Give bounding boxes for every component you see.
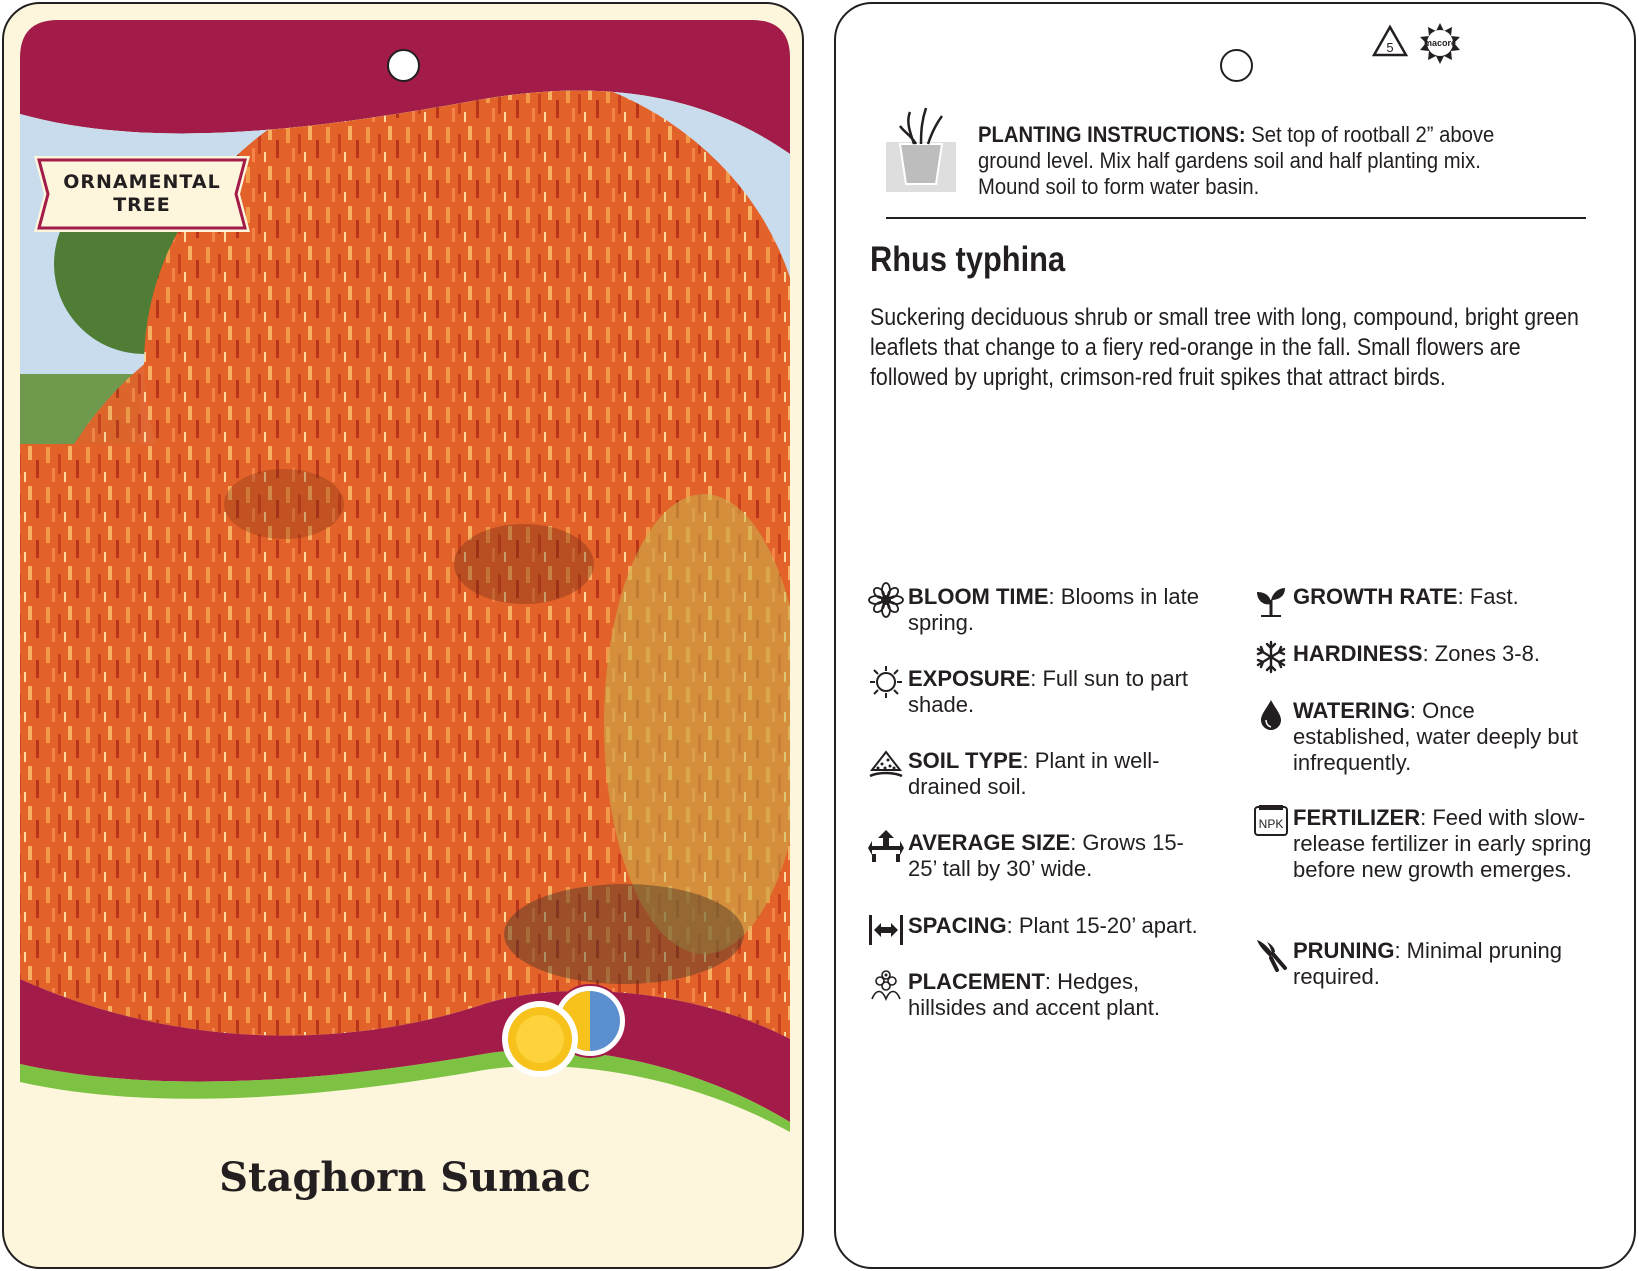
label-exposure: EXPOSURE [908,666,1031,691]
size-arrows-icon [868,828,904,864]
value-exposure: : Full sun to part shade. [908,666,1189,717]
hang-hole [387,49,420,82]
front-tag [2,2,804,1269]
value-fertilizer: : Feed with slow-release fertilizer in early spring before new growth emerges. [1293,805,1592,882]
value-pruning: : Minimal pruning required. [1293,938,1562,989]
label-spacing: SPACING [908,913,1007,938]
attr-hardiness [1253,641,1593,675]
recycle-number: 5 [1386,40,1394,55]
attr-average-size [868,830,1208,882]
sprout-icon [1253,582,1289,618]
value-average-size: : Grows 15-25’ tall by 30’ wide. [908,830,1184,881]
macore-logo-icon [1420,23,1460,64]
category-line2: TREE [113,194,171,216]
attr-fertilizer [1253,805,1593,883]
label-fertilizer: FERTILIZER [1293,805,1421,830]
sun-outline-icon [868,664,904,700]
label-bloom-time: BLOOM TIME [908,584,1049,609]
value-spacing: : Plant 15-20’ apart. [1006,913,1198,938]
value-bloom-time: : Blooms in late spring. [908,584,1199,635]
category-label [34,156,250,232]
attr-growth-rate [1253,584,1593,618]
planting-instructions [978,122,1530,200]
recycle-icon [1374,27,1406,55]
label-watering: WATERING [1293,698,1410,723]
value-watering: : Once established, water deeply but infrequently. [1293,698,1578,775]
hang-hole [1220,49,1253,82]
label-average-size: AVERAGE SIZE [908,830,1071,855]
attr-spacing [868,913,1228,947]
label-placement: PLACEMENT [908,969,1045,994]
soil-icon [868,746,904,782]
attr-pruning [1253,938,1593,990]
botanical-name: Rhus typhina [870,240,1066,279]
label-hardiness: HARDINESS [1293,641,1423,666]
exposure-icons [500,983,636,1079]
divider [886,217,1586,219]
planting-label: PLANTING INSTRUCTIONS: [978,122,1246,147]
snowflake-icon [1253,639,1289,675]
label-soil-type: SOIL TYPE [908,748,1023,773]
plant-description: Suckering deciduous shrub or small tree with long, compound, bright green leaflets that change to a fiery red-orange in the fall. Small flowers are followed by upright, crimson-red fruit spikes that attract birds. [870,304,1579,391]
back-tag [834,2,1636,1269]
value-hardiness: : Zones 3-8. [1422,641,1540,666]
full-sun-icon [502,1001,578,1077]
label-growth-rate: GROWTH RATE [1293,584,1458,609]
attr-placement [868,969,1208,1021]
label-pruning: PRUNING [1293,938,1395,963]
planting-text: Set top of rootball 2” above ground level. Mix half gardens soil and half planting mix. Mound soil to form water basin. [978,122,1495,199]
npk-text: NPK [1258,817,1284,831]
flower-icon [868,582,904,618]
pruning-shears-icon [1253,936,1289,972]
spacing-arrows-icon [868,911,904,947]
value-placement: : Hedges, hillsides and accent plant. [908,969,1160,1020]
placement-icon [868,967,904,1003]
macore-text: macore [1423,38,1457,48]
value-growth-rate: : Fast. [1457,584,1519,609]
attr-bloom-time [868,584,1208,636]
npk-icon [1253,803,1289,839]
attr-exposure [868,666,1208,718]
category-line1: ORNAMENTAL [63,171,221,193]
badges [1372,21,1472,67]
attr-soil-type [868,748,1208,800]
water-drop-icon [1253,696,1289,732]
common-name: Staghorn Sumac [219,1154,591,1201]
attr-watering [1253,698,1593,776]
planting-icon [886,104,956,196]
value-soil-type: : Plant in well-drained soil. [908,748,1160,799]
